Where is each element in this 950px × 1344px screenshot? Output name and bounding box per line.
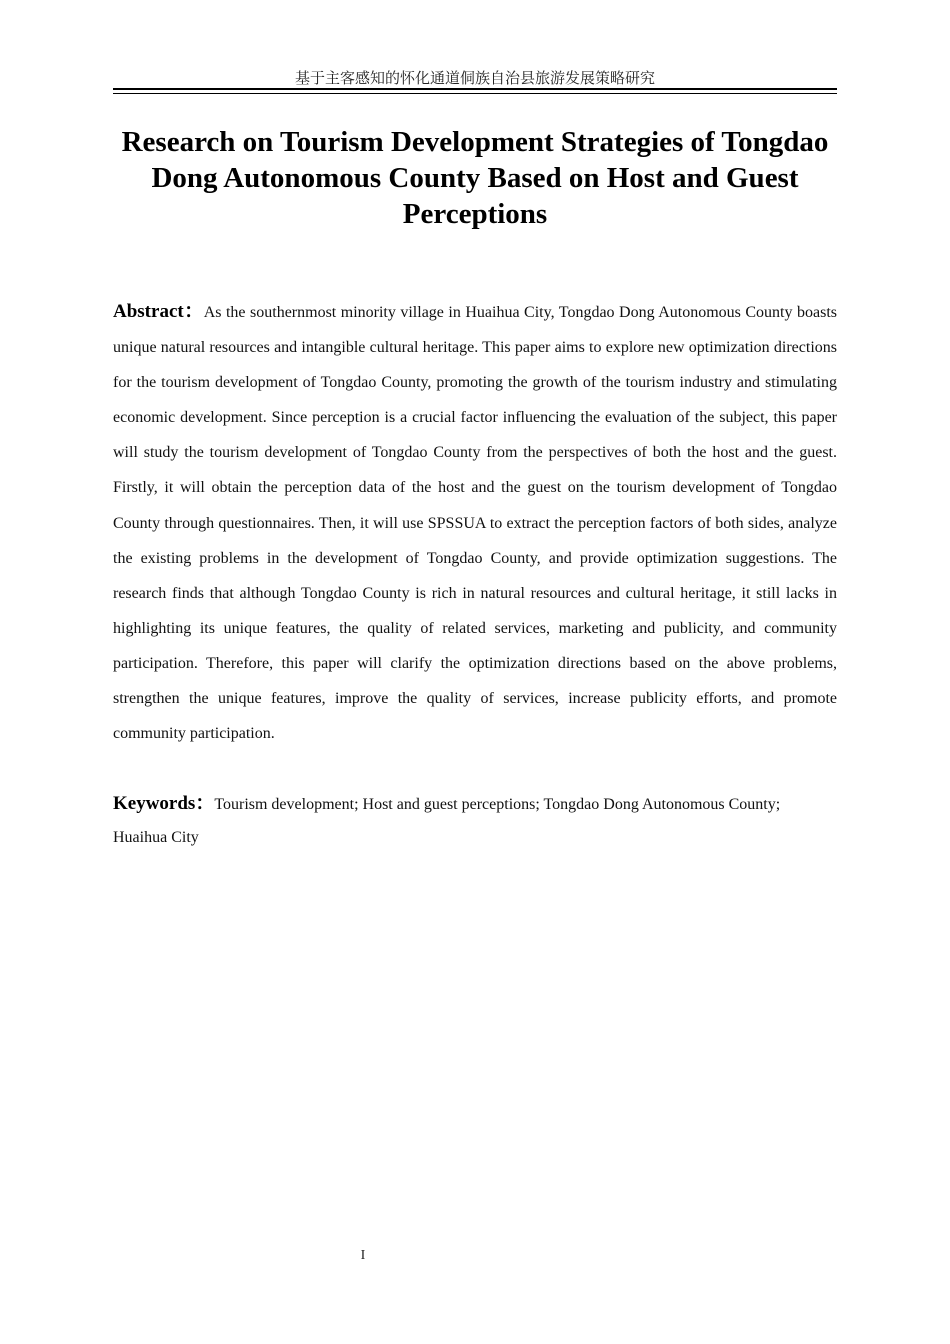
running-header: 基于主客感知的怀化通道侗族自治县旅游发展策略研究	[294, 69, 655, 87]
abstract-body: As the southernmost minority village in Huaihua City, Tongdao Dong Autonomous County boasts unique natural resources and intangible cultural heritage. This paper aims to explore new optimization directions for the tourism development of Tongdao County, promoting the growth of the tourism industry and stimulating economic development. Since perception is a crucial factor influencing the evaluation of the subject, this paper will study the tourism development of Tongdao County from the perspectives of both the host and the guest. Firstly, it will obtain the perception data of the host and the guest on the tourism development of Tongdao County through questionnaires. Then, it will use SPSSUA to extract the perception factors of both sides, analyze the existing problems in the development of Tongdao County, and provide optimization suggestions. The research finds that although Tongdao County is rich in natural resources and cultural heritage, it still lacks in highlighting its unique features, the quality of related services, marketing and publicity, and community participation. Therefore, this paper will clarify the optimization directions based on the above problems, strengthen the unique features, improve the quality of services, increase publicity efforts, and promote community participation.	[113, 304, 837, 743]
keywords-paragraph	[113, 787, 837, 854]
abstract-paragraph	[113, 294, 837, 751]
header-rule-thin	[113, 93, 837, 94]
abstract-label: Abstract：	[113, 301, 204, 322]
keywords-label: Keywords：	[113, 793, 215, 814]
keywords-body: Tourism development; Host and guest perceptions; Tongdao Dong Autonomous County; Huaihua City	[113, 796, 781, 846]
header-rule-thick	[113, 88, 837, 90]
paper-title: Research on Tourism Development Strategies of Tongdao Dong Autonomous County Based on Host and Guest Perceptions	[121, 126, 829, 230]
page-number: I	[360, 1248, 366, 1263]
